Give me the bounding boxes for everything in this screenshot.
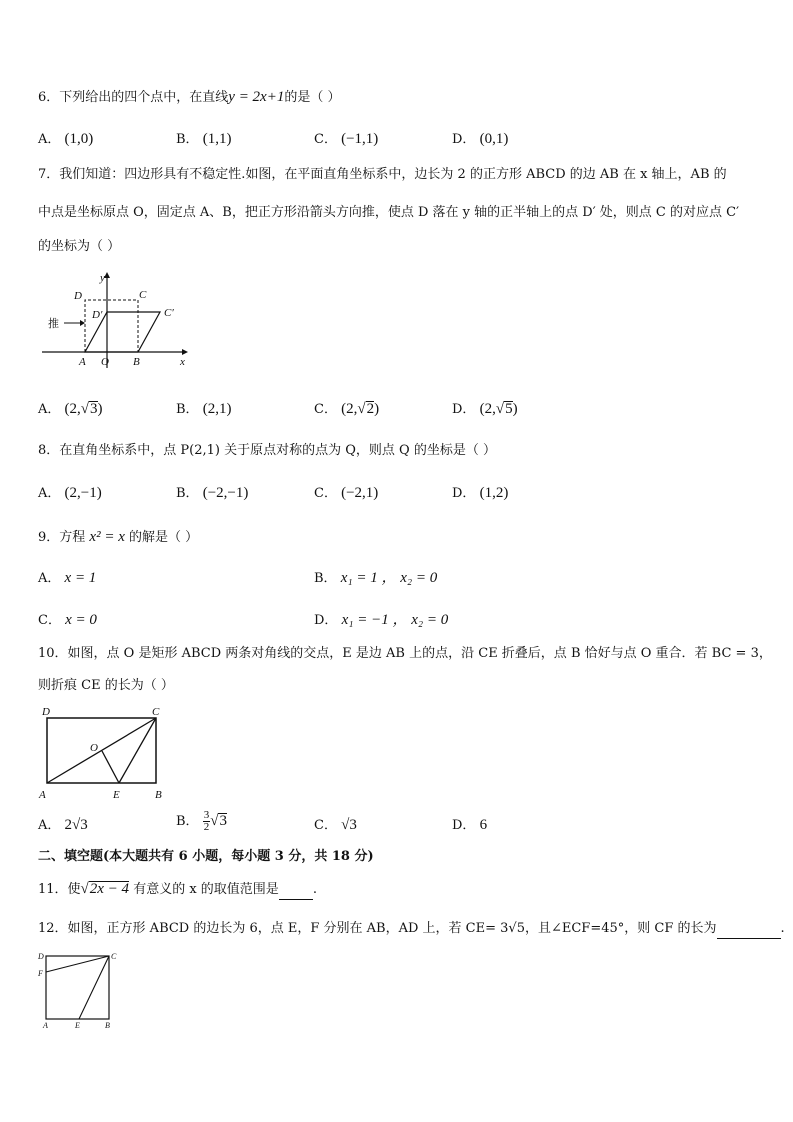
option-value: (1,1) bbox=[202, 131, 232, 147]
q6-option-d[interactable] bbox=[452, 130, 508, 149]
push-arrow-head bbox=[80, 320, 85, 326]
option-value: 2√3 bbox=[64, 817, 88, 833]
option-value: (−2,−1) bbox=[202, 485, 249, 501]
option-label: B． bbox=[176, 814, 199, 829]
option-label: D． bbox=[314, 613, 338, 628]
option-value: 6 bbox=[479, 817, 488, 833]
option-label: C． bbox=[314, 818, 337, 833]
q12-stem bbox=[38, 920, 785, 939]
q12-answer-blank[interactable] bbox=[717, 920, 781, 939]
option-label: D． bbox=[452, 132, 476, 147]
q6-option-a[interactable] bbox=[38, 130, 93, 149]
q7-line-1: 7．我们知道：四边形具有不稳定性.如图，在平面直角坐标系中，边长为 2 的正方形 ABCD 的边 AB 在 x 轴上，AB 的 bbox=[38, 167, 727, 182]
label-C: C bbox=[152, 706, 160, 718]
q8-stem: 8．在直角坐标系中，点 P(2,1) 关于原点对称的点为 Q，则点 Q 的坐标是（ ） bbox=[38, 443, 496, 458]
option-value: (2, bbox=[64, 401, 81, 417]
option-label: B． bbox=[176, 402, 199, 417]
label-A: A bbox=[43, 1021, 48, 1030]
q11-radicand: 2x − 4 bbox=[89, 881, 130, 897]
segment-CF bbox=[46, 956, 109, 972]
option-label: C． bbox=[314, 132, 337, 147]
option-value: (2, bbox=[479, 401, 496, 417]
option-value-end: ) bbox=[374, 401, 380, 417]
option-label: D． bbox=[452, 486, 476, 501]
label-D-prime: D′ bbox=[92, 309, 103, 321]
q10-option-a[interactable] bbox=[38, 816, 88, 835]
label-D: D bbox=[38, 952, 44, 961]
fraction-numerator: 3 bbox=[203, 809, 210, 821]
q6-equation: y = 2x+1 bbox=[228, 89, 285, 105]
y-axis-arrow bbox=[104, 272, 110, 278]
label-O: O bbox=[101, 356, 109, 368]
option-radicand: 3 bbox=[90, 401, 98, 417]
label-B: B bbox=[133, 356, 140, 368]
q6-stem bbox=[38, 88, 340, 107]
q7-line-3: 的坐标为（ ） bbox=[38, 239, 121, 254]
option-value: √3 bbox=[341, 817, 357, 833]
option-value: x = 0 bbox=[65, 612, 97, 628]
q10-option-b[interactable]: B． $\frac{3}{2}$ √3 bbox=[176, 809, 227, 833]
q8-option-c[interactable] bbox=[314, 484, 378, 503]
crease-CE bbox=[119, 718, 156, 783]
q6-tail: 的是（ ） bbox=[284, 90, 341, 105]
q12-end: . bbox=[780, 921, 785, 936]
q7-figure bbox=[38, 268, 198, 378]
option-value-end: ) bbox=[97, 401, 103, 417]
q10-line-1: 10．如图，点 O 是矩形 ABCD 两条对角线的交点，E 是边 AB 上的点，沿 CE 折叠后，点 B 恰好与点 O 重合．若 BC = 3， bbox=[38, 646, 772, 661]
option-label: A． bbox=[38, 571, 61, 586]
q9-option-d[interactable] bbox=[314, 611, 448, 630]
segment-CE bbox=[79, 956, 109, 1019]
label-push: 推 bbox=[48, 317, 59, 330]
label-O: O bbox=[90, 742, 98, 754]
option-value: (−2,1) bbox=[341, 485, 379, 501]
q11-stem: 11．使√2x − 4 有意义的 x 的取值范围是 . bbox=[38, 880, 317, 900]
fraction-denominator: 2 bbox=[203, 821, 210, 833]
q7-option-b[interactable] bbox=[176, 400, 231, 419]
option-value: (0,1) bbox=[479, 131, 509, 147]
square-ABCD bbox=[46, 956, 109, 1019]
option-label: A． bbox=[38, 486, 61, 501]
option-radicand: 3 bbox=[219, 813, 227, 829]
q6-option-c[interactable] bbox=[314, 130, 378, 149]
option-value: x₁ = −1 ， x₂ = 0 bbox=[341, 612, 449, 628]
q11-answer-blank[interactable] bbox=[279, 881, 313, 900]
diagonal-AC bbox=[47, 718, 156, 783]
q8-option-a[interactable] bbox=[38, 484, 102, 503]
label-C-prime: C′ bbox=[164, 307, 174, 319]
option-value: x = 1 bbox=[64, 570, 97, 586]
option-value-end: ) bbox=[512, 401, 518, 417]
q10-figure bbox=[36, 704, 171, 804]
q9-stem-post: 的解是（ ） bbox=[129, 530, 199, 545]
option-value: (2,−1) bbox=[64, 485, 102, 501]
q10-line-2: 则折痕 CE 的长为（ ） bbox=[38, 678, 174, 693]
option-label: A． bbox=[38, 818, 61, 833]
section-heading: 二、填空题(本大题共有 6 小题，每小题 3 分，共 18 分) bbox=[38, 849, 374, 864]
q7-option-a[interactable]: A． (2,√3) bbox=[38, 401, 103, 417]
q10-option-c[interactable] bbox=[314, 816, 357, 835]
q6-option-b[interactable] bbox=[176, 130, 231, 149]
label-A: A bbox=[79, 356, 86, 368]
option-label: A． bbox=[38, 402, 61, 417]
q7-option-d[interactable]: D． (2,√5) bbox=[452, 401, 518, 417]
q12-text: 12．如图，正方形 ABCD 的边长为 6，点 E，F 分别在 AB，AD 上，若 CE= 3√5，且∠ECF=45°，则 CF 的长为 bbox=[38, 921, 717, 936]
q8-option-d[interactable] bbox=[452, 484, 508, 503]
q9-option-b[interactable] bbox=[314, 569, 437, 588]
option-label: C． bbox=[38, 613, 61, 628]
q9-stem bbox=[38, 528, 198, 547]
q9-equation: x² = x bbox=[89, 529, 125, 545]
q10-option-d[interactable] bbox=[452, 816, 487, 835]
option-label: D． bbox=[452, 402, 476, 417]
label-x: x bbox=[180, 356, 185, 368]
original-square bbox=[85, 300, 138, 352]
option-label: A． bbox=[38, 132, 61, 147]
option-value: (2,1) bbox=[202, 401, 232, 417]
option-label: D． bbox=[452, 818, 476, 833]
option-value: (1,0) bbox=[64, 131, 94, 147]
q7-option-c[interactable]: C． (2,√2) bbox=[314, 401, 380, 417]
q8-option-b[interactable] bbox=[176, 484, 248, 503]
option-value: (−1,1) bbox=[341, 131, 379, 147]
label-D: D bbox=[42, 706, 50, 718]
label-A: A bbox=[39, 789, 46, 801]
option-label: B． bbox=[176, 132, 199, 147]
option-label: B． bbox=[314, 571, 337, 586]
q11-pre: 11．使 bbox=[38, 882, 81, 897]
label-C: C bbox=[111, 952, 117, 961]
x-axis-arrow bbox=[182, 349, 188, 355]
label-D: D bbox=[74, 290, 82, 302]
label-E: E bbox=[75, 1021, 80, 1030]
label-E: E bbox=[113, 789, 120, 801]
q7-line-2: 中点是坐标原点 O，固定点 A、B，把正方形沿箭头方向推，使点 D 落在 y 轴的正半轴上的点 D′ 处，则点 C 的对应点 C′ bbox=[38, 205, 740, 220]
q11-end: . bbox=[312, 882, 317, 897]
label-y: y bbox=[100, 272, 105, 284]
label-B: B bbox=[105, 1021, 110, 1030]
option-value: (1,2) bbox=[479, 485, 509, 501]
q9-option-a[interactable] bbox=[38, 569, 96, 588]
q9-option-c[interactable] bbox=[38, 611, 97, 630]
label-B: B bbox=[155, 789, 162, 801]
q12-figure bbox=[34, 948, 129, 1033]
q6-stem-text: 6．下列给出的四个点中，在直线 bbox=[38, 90, 229, 105]
option-radicand: 2 bbox=[366, 401, 375, 417]
option-value: x₁ = 1 ， x₂ = 0 bbox=[340, 570, 438, 586]
option-label: B． bbox=[176, 486, 199, 501]
option-label: C． bbox=[314, 402, 337, 417]
q9-stem-pre: 9．方程 bbox=[38, 530, 86, 545]
label-F: F bbox=[38, 969, 43, 978]
q11-post: 有意义的 x 的取值范围是 bbox=[133, 882, 279, 897]
option-radicand: 5 bbox=[505, 401, 513, 417]
option-value: (2, bbox=[341, 401, 358, 417]
label-C: C bbox=[139, 289, 147, 301]
option-label: C． bbox=[314, 486, 337, 501]
segment-OE bbox=[102, 751, 119, 783]
